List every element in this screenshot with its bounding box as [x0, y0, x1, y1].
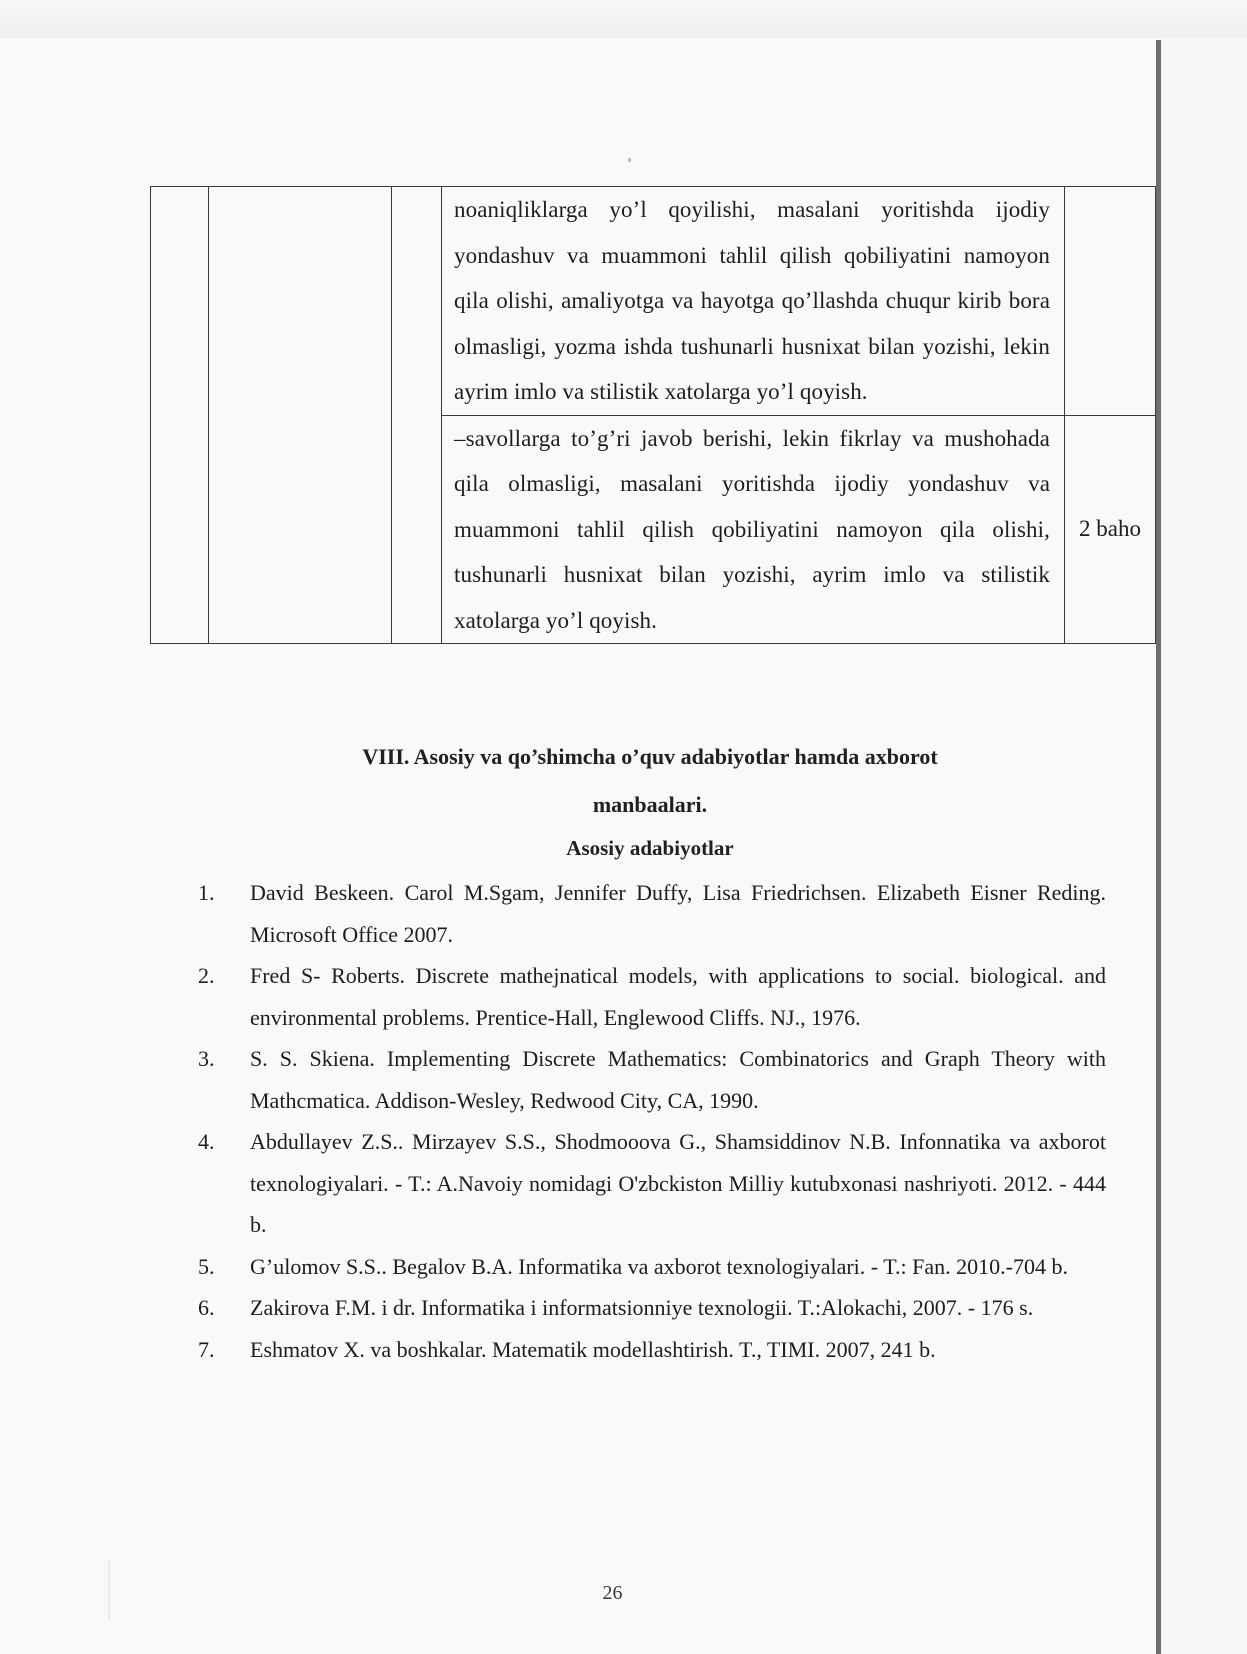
table-row	[151, 187, 1156, 416]
grade-cell	[1065, 187, 1156, 416]
bibliography-item	[198, 1287, 1106, 1329]
subsection-heading: Asosiy adabiyotlar	[566, 836, 734, 860]
criteria-description-cell	[442, 415, 1065, 644]
grading-criteria-table	[150, 186, 1156, 644]
reference-text: Fred S- Roberts. Discrete mathejnatical models, with applications to social. biological. and environmental problems. Prentice-Hall, Englewood Cliffs. NJ., 1976.	[250, 963, 1106, 1030]
bibliography-item	[198, 1246, 1106, 1288]
criteria-description: noaniqliklarga yo’l qoyilishi, masalani yoritishda ijodiy yondashuv va muammoni tahlil qilish qobiliyatini namoyon qila olishi, amaliyotga va hayotga qo’llashda chuqur kirib bora olmasligi, yozma ishda tushunarli husnixat bilan yozishi, lekin ayrim imlo va stilistik xatolarga yo’l qoyish.	[454, 197, 1050, 404]
section-heading: VIII. Asosiy va qo’shimcha o’quv adabiyotlar hamda axborot	[362, 744, 938, 769]
reference-text: Zakirova F.M. i dr. Informatika i informatsionniye texnologii. T.:Alokachi, 2007. - 176 s.	[250, 1295, 1034, 1320]
reference-text: David Beskeen. Carol M.Sgam, Jennifer Duffy, Lisa Friedrichsen. Elizabeth Eisner Reding. Microsoft Office 2007.	[250, 880, 1106, 947]
item-number: 3.	[198, 1046, 215, 1071]
bibliography-list	[198, 872, 1106, 1370]
item-number: 1.	[198, 880, 215, 905]
scan-speck	[628, 158, 631, 162]
table-cell-empty	[209, 187, 392, 644]
item-number: 5.	[198, 1253, 215, 1279]
grade-cell	[1065, 415, 1156, 644]
bibliography-item	[198, 1038, 1106, 1121]
bibliography-item	[198, 955, 1106, 1038]
table-cell-empty	[151, 187, 209, 644]
page-number: 26	[602, 1582, 623, 1604]
adjacent-page	[1161, 38, 1247, 1654]
item-number: 2.	[198, 963, 215, 988]
scan-background-top	[0, 0, 1247, 38]
bibliography-item	[198, 1329, 1106, 1371]
item-number: 7.	[198, 1336, 215, 1362]
reference-text: Abdullayev Z.S.. Mirzayev S.S., Shodmooova G., Shamsiddinov N.B. Infonnatika va axborot texnologiyalari. - T.: A.Navoiy nomidagi O'zbckiston Milliy kutubxonasi nashriyoti. 2012. - 444 b.	[250, 1129, 1106, 1237]
reference-text: S. S. Skiena. Implementing Discrete Mathematics: Combinatorics and Graph Theory with Mathcmatica. Addison-Wesley, Redwood City, CA, 1990.	[250, 1046, 1106, 1113]
criteria-description: –savollarga to’g’ri javob berishi, lekin fikrlay va mushohada qila olmasligi, masalani yoritishda ijodiy yondashuv va muammoni tahlil qilish qobiliyatini namoyon qila olishi, tushunarli husnixat bilan yozishi, ayrim imlo va stilistik xatolarga yo’l qoyish.	[454, 425, 1050, 633]
reference-text: G’ulomov S.S.. Begalov B.A. Informatika va axborot texnologiyalari. - T.: Fan. 2010.-704 b.	[250, 1253, 1068, 1279]
criteria-description-cell	[442, 187, 1065, 416]
item-number: 6.	[198, 1295, 215, 1320]
section-heading-continued: manbaalari.	[592, 792, 708, 817]
bibliography-item	[198, 872, 1106, 955]
table-cell-empty	[392, 187, 442, 644]
bibliography-item	[198, 1121, 1106, 1246]
grade-value: 2 baho	[1079, 516, 1141, 542]
reference-text: Eshmatov X. va boshkalar. Matematik modellashtirish. T., TIMI. 2007, 241 b.	[250, 1336, 936, 1362]
item-number: 4.	[198, 1129, 215, 1154]
